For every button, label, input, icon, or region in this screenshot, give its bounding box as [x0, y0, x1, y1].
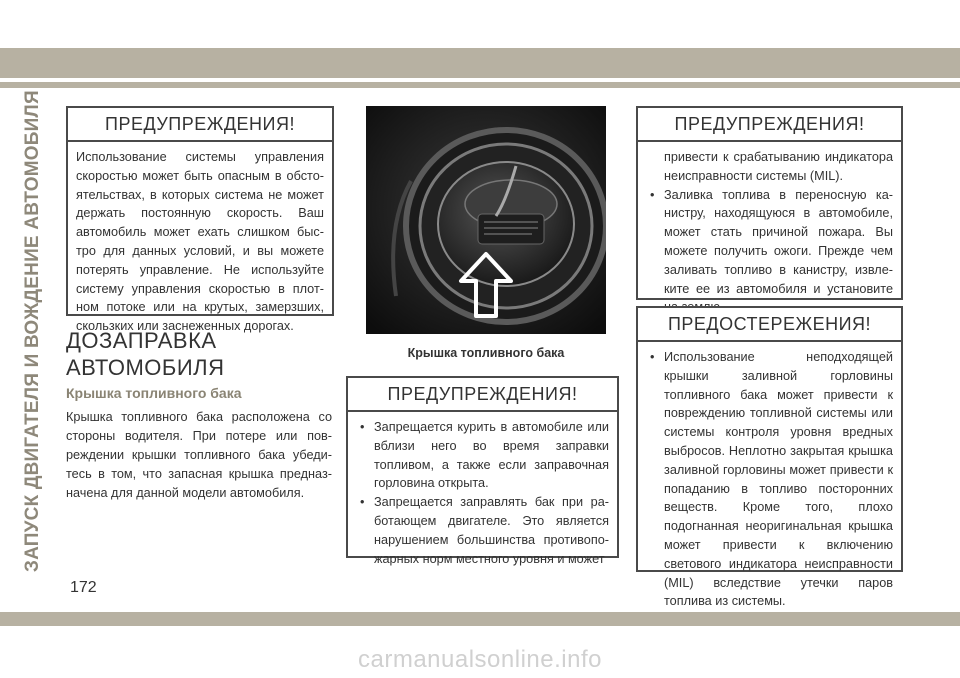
fuel-cap-photo: [366, 106, 606, 334]
caution-title: ПРЕДОСТЕРЕЖЕНИЯ!: [638, 308, 901, 342]
footer-stripe: [0, 612, 960, 626]
section-title-line1: ДОЗАПРАВКА: [66, 328, 217, 353]
warning-text: [348, 412, 617, 574]
warning-continuation: привести к срабатыванию индикатора неисправности системы (MIL).: [664, 150, 893, 183]
photo-caption: Крышка топливного бака: [407, 346, 565, 360]
list-item: • Запрещается заправлять бак при работающем двигателе. Это является нарушением большинства противопожарных норм местного уровня и может: [356, 493, 609, 568]
warning-text: Использование системы управления скоростью может быть опасным в обстоятельствах, в которых система не может держать постоянную скорость. Ваш автомобиль может ехать слишком быстро для данных условий, и вы можете потерять управление. Не используйте систему управления скоростью в плотном потоке или на крутых, замерзших, скользких или заснеженных дорогах.: [76, 150, 324, 334]
section-title-line2: АВТОМОБИЛЯ: [66, 355, 225, 380]
page-number: 172: [70, 579, 97, 596]
top-margin: [0, 0, 960, 48]
body-paragraph: Крышка топливного бака расположена со стороны водителя. При потере или повреждении крышки топливного бака убедитесь в том, что запасная крышка предназначена для данной модели автомобиля.: [66, 410, 332, 500]
warning-title: ПРЕДУПРЕЖДЕНИЯ!: [348, 378, 617, 412]
subsection-title: Крышка топливного бака: [66, 385, 242, 401]
warning-box-middle: [346, 376, 619, 566]
warning-title: ПРЕДУПРЕЖДЕНИЯ!: [68, 108, 332, 142]
side-section-header: ЗАПУСК ДВИГАТЕЛЯ И ВОЖДЕНИЕ АВТОМОБИЛЯ: [22, 90, 43, 572]
list-item: • Заливка топлива в переносную канистру, находящуюся в автомобиле, может стать причиной пожара. Вы можете получить ожоги. Прежде чем заливать топливо в канистру, извлеките ее из автомобиля и установите: [646, 186, 893, 318]
watermark: carmanualsonline.info: [358, 646, 602, 673]
header-thin-stripe: [0, 82, 960, 88]
caution-box: [636, 306, 903, 609]
warning-text: [638, 142, 901, 323]
warning-title: ПРЕДУПРЕЖДЕНИЯ!: [638, 108, 901, 142]
warning-box-left: [66, 106, 334, 334]
warning-box-right: [636, 106, 903, 300]
header-stripe: [0, 48, 960, 78]
list-item: • Запрещается курить в автомобиле или вблизи него во время заправки топливом, а также если заправочная горловина открыта.: [356, 418, 609, 493]
section-title: [66, 327, 224, 381]
caution-text: [638, 342, 901, 617]
list-item: • Использование неподходящей крышки заливной горловины топливного бака может привести к повреждению топливной системы или системы контроля уровня вредных выбросов. Неплотно закрытая крышка заливной горловины может привести к попаданию в топливо посторонних веществ. Кроме того, плохо подогнанная неоригинальная крышка может привести к включению светового индикатора неисправности (MIL) вследствие утечки паров топлива из системы.: [646, 348, 893, 611]
